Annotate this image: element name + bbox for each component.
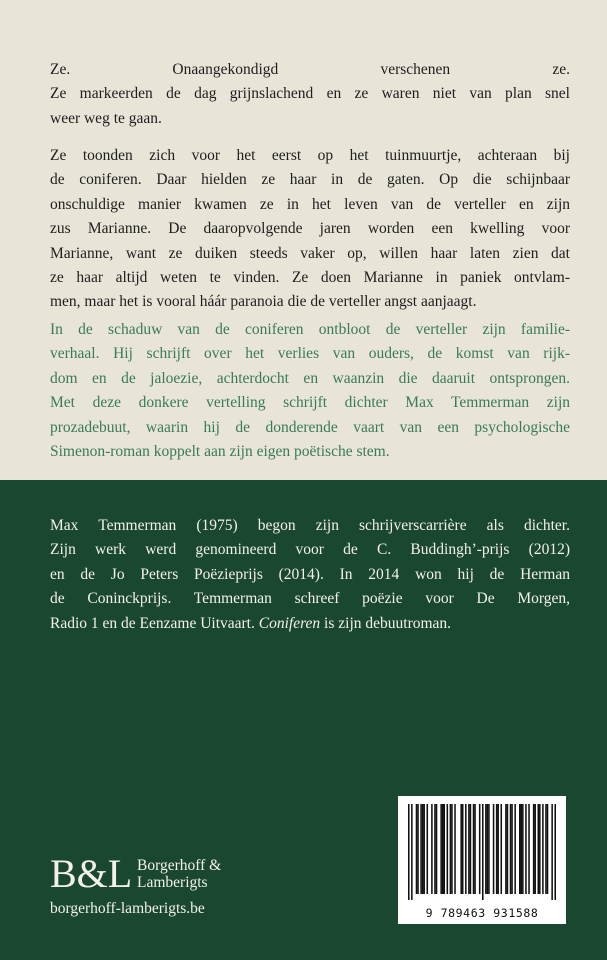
barcode-bar — [474, 804, 476, 894]
highlight-paragraph — [50, 318, 570, 464]
story-line: de coniferen. Daar hielden ze haar in de gaten. Op die schijnbaar — [50, 171, 570, 189]
barcode-bar — [538, 804, 540, 894]
intro-paragraph — [50, 58, 570, 131]
barcode-bar — [507, 804, 509, 894]
barcode-bar — [505, 804, 507, 894]
publisher-name — [137, 857, 221, 891]
barcode-bar — [460, 804, 462, 894]
barcode-bar — [496, 804, 498, 894]
barcode-bar — [497, 804, 499, 894]
intro-line: Ze markeerden de dag grijnslachend en ze waren niet van plan snel — [50, 85, 570, 103]
publisher-name-line: Lamberigts — [137, 874, 208, 891]
barcode-bar — [479, 804, 481, 894]
barcode-bar — [539, 804, 541, 894]
barcode-bar — [431, 804, 433, 894]
highlight-line: Met deze donkere vertelling schrijft dichter Max Temmerman zijn — [50, 394, 570, 412]
barcode-bar — [545, 804, 547, 894]
story-line: men, maar het is vooral háár paranoia die de verteller angst aanjaagt. — [50, 293, 477, 311]
barcode-bar — [511, 804, 513, 894]
barcode-bar — [533, 804, 535, 894]
bio-text: Radio 1 en de Eenzame Uitvaart. — [50, 614, 259, 632]
highlight-line: dom en de jaloezie, achterdocht en waanzin die daaruit ontsprongen. — [50, 369, 570, 387]
book-title: Coniferen — [258, 614, 321, 632]
isbn-digits: 9 789463 931588 — [425, 906, 539, 920]
barcode-bar — [423, 804, 425, 894]
highlight-line: prozadebuut, waarin hij de donderende vaart van een psychologische — [50, 418, 570, 436]
story-line: ze haar altijd weten te vinden. Ze doen Marianne in paniek ontvlam- — [50, 269, 570, 287]
isbn-barcode — [398, 796, 566, 924]
barcode-bar — [442, 804, 444, 894]
barcode-bar — [443, 804, 445, 894]
barcode-bar — [521, 804, 523, 894]
barcode-bars — [408, 804, 556, 900]
bio-line: Max Temmerman (1975) begon zijn schrijverscarrière als dichter. — [50, 517, 570, 534]
author-bio — [50, 514, 570, 636]
barcode-bar — [487, 804, 489, 894]
story-line: onschuldige manier kwamen ze in het leven van de verteller en zijn — [50, 195, 570, 213]
barcode-bar — [411, 804, 413, 900]
barcode-bar — [501, 804, 503, 894]
barcode-bar — [440, 804, 442, 894]
barcode-bar — [468, 804, 470, 894]
barcode-bar — [542, 804, 544, 894]
barcode-bar — [436, 804, 438, 894]
story-line: Ze toonden zich voor het eerst op het tuinmuurtje, achteraan bij — [50, 147, 570, 164]
barcode-bar — [554, 804, 556, 900]
barcode-bar — [534, 804, 536, 894]
highlight-line: In de schaduw van de coniferen ontbloot de verteller zijn familie- — [50, 321, 570, 338]
story-line: zus Marianne. De daaropvolgende jaren worden een kwelling voor — [50, 220, 570, 238]
barcode-bar — [482, 804, 484, 900]
barcode-bar — [447, 804, 449, 894]
barcode-bar — [470, 804, 472, 894]
bio-line: de Coninckprijs. Temmerman schreef poëzie voor De Morgen, — [50, 590, 570, 608]
barcode-bar — [547, 804, 549, 894]
intro-line: Ze. Onaangekondigd verschenen ze. — [50, 61, 570, 78]
barcode-bar — [451, 804, 453, 894]
bio-text: is zijn debuutroman. — [320, 614, 452, 632]
barcode-bar — [473, 804, 475, 894]
bio-line: en de Jo Peters Poëzieprijs (2014). In 2014 won hij de Herman — [50, 565, 570, 583]
barcode-bar — [417, 804, 419, 894]
barcode-bar — [454, 804, 456, 894]
story-line: Marianne, want ze duiken steeds vaker op, willen haar laten zien dat — [50, 244, 570, 262]
barcode-bar — [450, 804, 452, 894]
barcode-bar — [465, 804, 467, 894]
barcode-bar — [525, 804, 527, 894]
barcode-bar — [462, 804, 464, 894]
bio-line: Zijn werk werd genomineerd voor de C. Buddingh’-prijs (2012) — [50, 541, 570, 559]
bio-line — [50, 612, 570, 636]
barcode-bar — [420, 804, 422, 894]
highlight-line: verhaal. Hij schrijft over het verlies van ouders, de komst van rijk- — [50, 345, 570, 363]
barcode-bar — [514, 804, 516, 894]
barcode-bar — [519, 804, 521, 894]
barcode-bar — [434, 804, 436, 894]
barcode-bar — [528, 804, 530, 894]
barcode-bar — [488, 804, 490, 894]
barcode-bar — [408, 804, 410, 900]
intro-line: weer weg te gaan. — [50, 109, 162, 127]
barcode-bar — [551, 804, 553, 900]
story-paragraph — [50, 144, 570, 315]
publisher-name-line: Borgerhoff & — [137, 857, 222, 874]
barcode-bar — [427, 804, 429, 894]
publisher-website[interactable]: borgerhoff-lamberigts.be — [50, 900, 205, 917]
barcode-bar — [422, 804, 424, 894]
barcode-bar — [522, 804, 524, 894]
publisher-logo-mark: B&L — [50, 851, 133, 896]
barcode-bar — [493, 804, 495, 894]
barcode-bar — [416, 804, 418, 894]
highlight-line: Simenon-roman koppelt aan zijn eigen poëtische stem. — [50, 443, 390, 461]
barcode-bar — [485, 804, 487, 894]
barcode-bar — [510, 804, 512, 894]
